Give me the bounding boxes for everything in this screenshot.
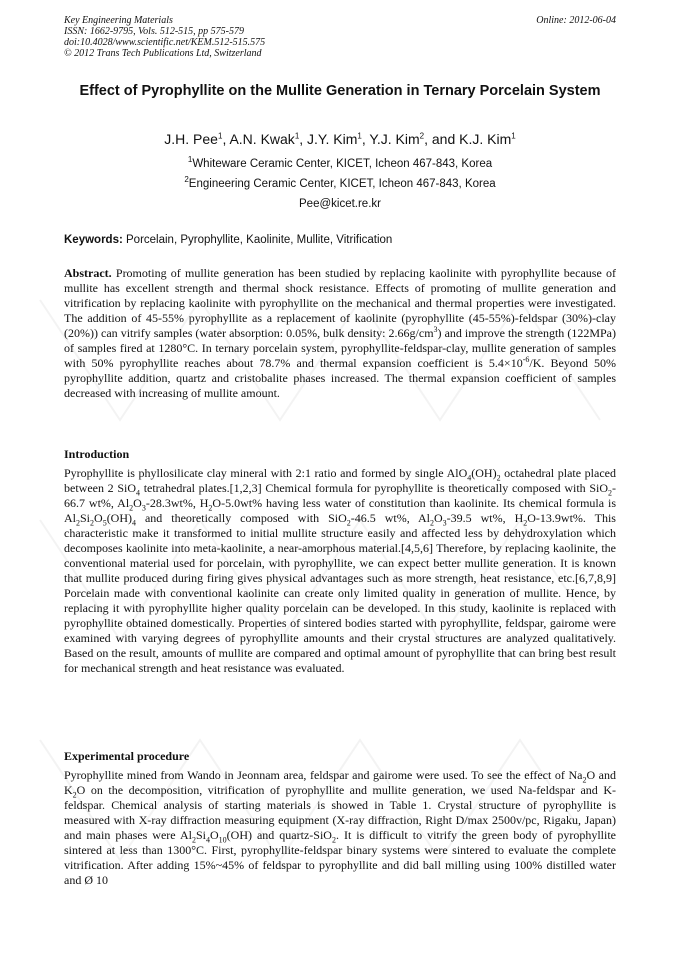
author-name: K.J. Kim bbox=[459, 131, 512, 147]
superscript: -6 bbox=[522, 355, 530, 364]
author-name: Y.J. Kim bbox=[369, 131, 420, 147]
copyright-line: © 2012 Trans Tech Publications Ltd, Switzerland bbox=[64, 48, 262, 59]
subscript: 3 bbox=[442, 518, 447, 528]
intro-text: -66.7 wt%, Al bbox=[64, 481, 617, 510]
subscript: 3 bbox=[141, 503, 146, 513]
author-list: J.H. Pee$^1$, A.N. Kwak$^1$, J.Y. Kim$^1$, Y.J. Kim$^2$, and K.J. Kim$^1$ bbox=[164, 131, 516, 147]
subscript: 2 bbox=[331, 835, 336, 845]
subscript: 5 bbox=[102, 518, 107, 528]
exp-text: . It is difficult to vitrify the green body of pyrophyllite sintered at less than 1300°C. First, pyrophyllite-feldspar binary systems were sintered to evaluate the complete vitrification. After adding 15%~45% of feldspar to pyrophyllite and did ball milling using 100% distilled water and Ø 10 bbox=[64, 828, 617, 887]
subscript: 10 bbox=[218, 835, 227, 845]
subscript: 2 bbox=[208, 503, 213, 513]
abstract-text: /K. Beyond 50% pyrophyllite addition, quartz and cristobalite phases increased. The thermal expansion coefficient of samples decreased with increasing of mullite amount. bbox=[64, 356, 616, 400]
subscript: 4 bbox=[136, 488, 141, 498]
intro-text: Pyrophyllite is phyllosilicate clay mineral with 2:1 ratio and formed by single AlO bbox=[64, 466, 468, 480]
author-affil-mark: 1 bbox=[294, 131, 300, 141]
subscript: 2 bbox=[430, 518, 434, 528]
keywords-line bbox=[64, 233, 616, 247]
intro-text: O bbox=[94, 511, 103, 525]
intro-text: O bbox=[133, 496, 142, 510]
intro-text: and theoretically composed with SiO bbox=[136, 511, 347, 525]
intro-text: (OH) bbox=[471, 466, 497, 480]
intro-text: -39.5 wt%, H bbox=[446, 511, 524, 525]
intro-text: O-13.9wt%. This characteristic make it transformed to initial mullite structure easily and affected less by dehydroxylation which decomposes kaolinite into meta-kaolinite, a near-amorphous material.[4,5,6] Therefore, by replacing kaolinite, the conventional material used for porcelain, with pyrophyllite, we can expect better mullite generation. It is known that mullite produced during firing gives physical advantages such as more strength, heat resistance, etc.[6,7,8,9] Porcelain made with conventional kaolinite can create only limited quality in generation of mullite. Hence, by replacing it with pyrophyllite higher quality porcelain can be developed. In this study, kaolinite is replaced with pyrophyllite obtained domestically. Properties of sintered bodies started with pyrophyllite, feldspar, gairome were examined with varying degrees of pyrophyllite amounts and their crystal structures are analyzed qualitatively. Based on the result, amounts of mullite are compared and optimal amount of pyrophyllite that can bring best result for mechanical strength and heat resistance was evaluated. bbox=[64, 511, 616, 675]
abstract-paragraph bbox=[64, 266, 616, 401]
subscript: 2 bbox=[346, 518, 351, 528]
intro-text: (OH) bbox=[106, 511, 133, 525]
journal-name: Key Engineering Materials bbox=[64, 15, 173, 26]
exp-text: Si bbox=[195, 828, 206, 842]
keywords-label: Keywords: bbox=[64, 234, 123, 246]
intro-text: -46.5 wt%, Al bbox=[350, 511, 430, 525]
subscript: 2 bbox=[191, 835, 196, 845]
journal-header bbox=[64, 15, 616, 59]
intro-text: octahedral plate placed between 2 SiO bbox=[64, 466, 616, 495]
introduction-heading: Introduction bbox=[64, 447, 130, 461]
intro-text: tetrahedral plates.[1,2,3] Chemical formula for pyrophyllite is theoretically composed with SiO bbox=[140, 481, 609, 495]
subscript: 2 bbox=[76, 518, 80, 528]
author-name: A.N. Kwak bbox=[229, 131, 295, 147]
subscript: 2 bbox=[90, 518, 95, 528]
contact-email[interactable]: Pee@kicet.re.kr bbox=[299, 198, 381, 210]
author-conjunction: and bbox=[431, 131, 456, 147]
doi-line: doi:10.4028/www.scientific.net/KEM.512-515.575 bbox=[64, 37, 266, 48]
affil-mark: 2 bbox=[184, 175, 189, 185]
introduction-paragraph bbox=[64, 466, 616, 676]
experimental-paragraph bbox=[64, 768, 616, 888]
intro-text: -28.3wt%, H bbox=[145, 496, 209, 510]
intro-text: O bbox=[434, 511, 443, 525]
intro-text: O-5.0wt% having less water of constitution than kaolinite. Its chemical formula is Al bbox=[64, 496, 616, 525]
experimental-heading: Experimental procedure bbox=[64, 749, 190, 763]
affiliation-1 bbox=[64, 157, 616, 171]
abstract-label: Abstract. bbox=[64, 266, 112, 280]
subscript: 2 bbox=[129, 503, 134, 513]
superscript: 3 bbox=[433, 325, 438, 334]
subscript: 2 bbox=[496, 473, 501, 483]
author-affil-mark: 1 bbox=[357, 131, 362, 141]
affil-text: Whiteware Ceramic Center, KICET, Icheon 467-843, Korea bbox=[192, 158, 493, 170]
subscript: 4 bbox=[467, 473, 472, 483]
subscript: 2 bbox=[582, 775, 587, 785]
keywords-text: Porcelain, Pyrophyllite, Kaolinite, Mullite, Vitrification bbox=[126, 234, 393, 246]
author-affil-mark: 2 bbox=[419, 131, 425, 141]
affil-text: Engineering Ceramic Center, KICET, Icheon 467-843, Korea bbox=[188, 178, 496, 190]
subscript: 4 bbox=[132, 518, 137, 528]
exp-text: O on the decomposition, vitrification of pyrophyllite and mullite generation, we used Na-feldspar and K-feldspar. Chemical analysis of starting materials is showed in Table 1. Crystal structure of pyrophyllite is measured with X-ray diffraction measuring equipment (X-ray diffraction, Right D/max 2500v/pc, Rigaku, Japan) and main phases were Al bbox=[64, 783, 616, 842]
exp-text: O bbox=[209, 828, 219, 842]
exp-text: (OH) and quartz-SiO bbox=[226, 828, 332, 842]
subscript: 2 bbox=[72, 790, 77, 800]
online-date: Online: 2012-06-04 bbox=[536, 15, 616, 26]
exp-text: O and K bbox=[64, 768, 616, 797]
paper-title: Effect of Pyrophyllite on the Mullite Generation in Ternary Porcelain System bbox=[79, 83, 601, 99]
intro-text: Si bbox=[80, 511, 91, 525]
subscript: 4 bbox=[205, 835, 210, 845]
author-name: J.Y. Kim bbox=[307, 131, 358, 147]
author-affil-mark: 1 bbox=[217, 131, 223, 141]
author-affil-mark: 1 bbox=[511, 131, 516, 141]
subscript: 2 bbox=[608, 488, 613, 498]
abstract-text: ) and improve the strength (122MPa) of samples fired at 1280°C. In ternary porcelain system, pyrophyllite-feldspar-clay, mullite generation of samples with 50% pyrophyllite reaches about 78.7% and thermal expansion coefficient is 5.4×10 bbox=[64, 326, 616, 370]
abstract-text: Promoting of mullite generation has been studied by replacing kaolinite with pyrophyllite because of mullite has excellent strength and thermal shock resistance. Effects of promoting of mullite generation and vitrification by replacing kaolinite with pyrophyllite on the mechanical and thermal properties were investigated. The addition of 45-55% pyrophyllite as a replacement of kaolinite (pyrophyllite (45-55%)-feldspar (30%)-clay (20%)) can vitrify samples (water absorption: 0.05%, bulk density: 2.66g/cm bbox=[64, 266, 617, 340]
subscript: 2 bbox=[523, 518, 528, 528]
affiliation-2 bbox=[64, 177, 616, 191]
issn-line: ISSN: 1662-9795, Vols. 512-515, pp 575-579 bbox=[64, 26, 244, 37]
affil-mark: 1 bbox=[187, 155, 193, 165]
exp-text: Pyrophyllite mined from Wando in Jeonnam area, feldspar and gairome were used. To see the effect of Na bbox=[64, 768, 583, 782]
author-name: J.H. Pee bbox=[164, 131, 218, 147]
